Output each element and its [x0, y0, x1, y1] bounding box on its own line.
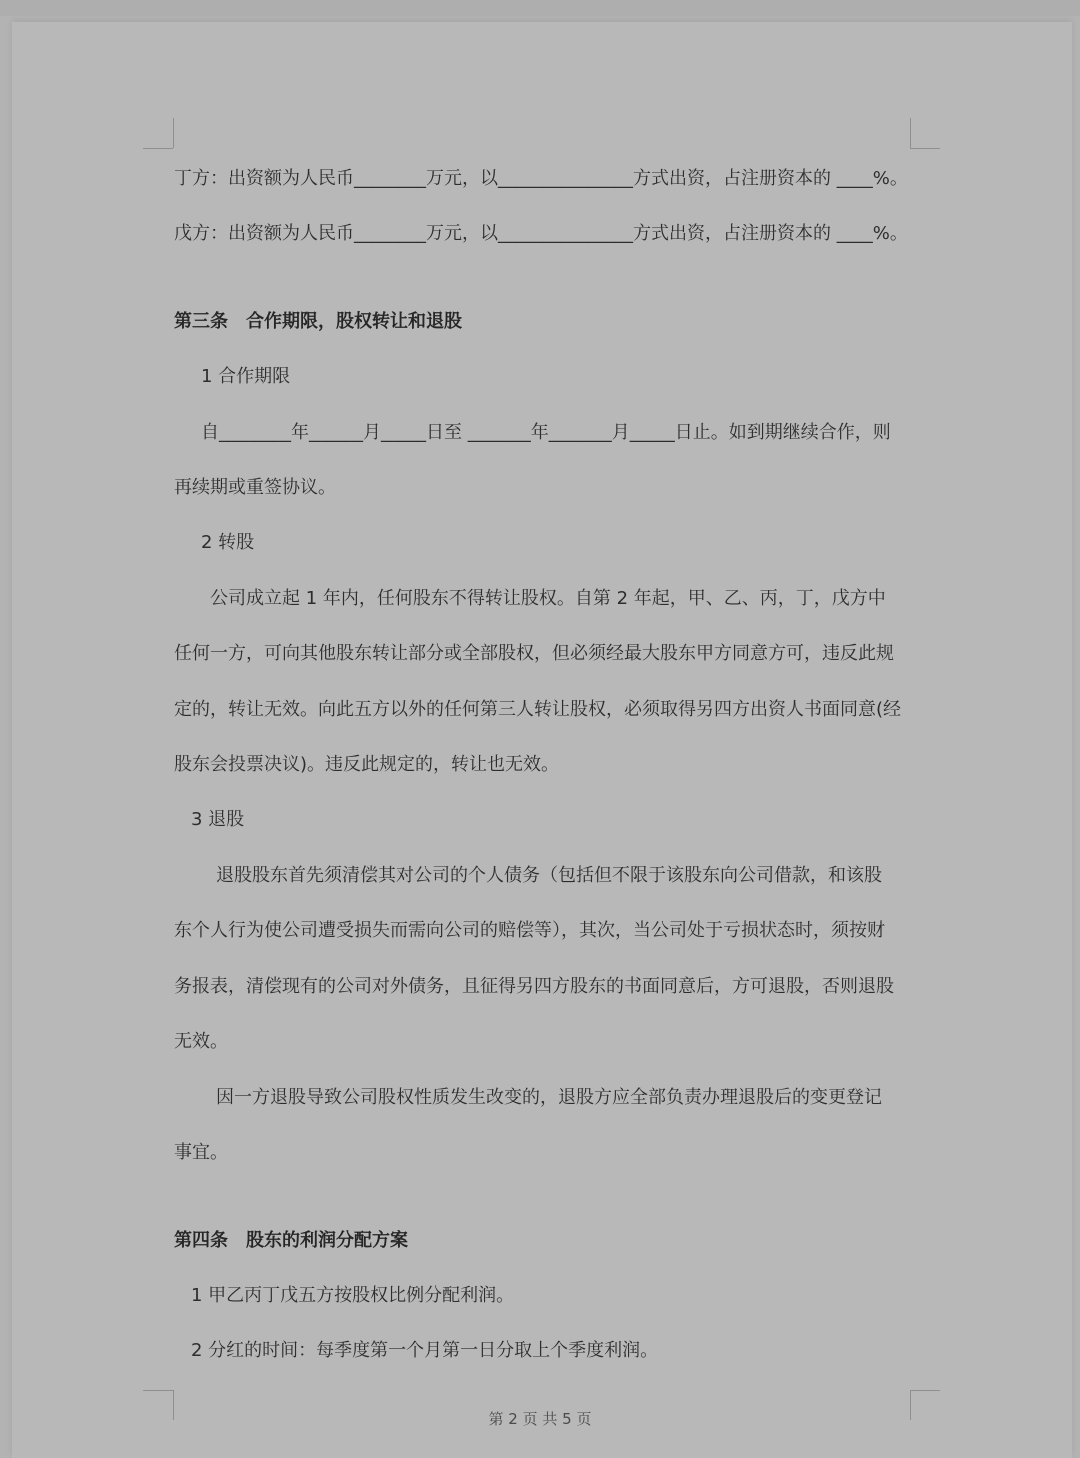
- paragraph-transfer-2: 任何一方，可向其他股东转让部分或全部股权，但必须经最大股东甲方同意方可，违反此规: [174, 643, 894, 664]
- paragraph-transfer-1: 公司成立起 1 年内，任何股东不得转让股权。自第 2 年起，甲、乙、丙，丁，戊方中: [210, 588, 886, 609]
- paragraph-withdrawal-3: 务报表，清偿现有的公司对外债务，且征得另四方股东的书面同意后，方可退股，否则退股: [174, 976, 894, 997]
- section-withdrawal: 3 退股: [191, 809, 245, 830]
- paragraph-term-dates: 自________年______月_____日至 _______年_______月_____日止。如到期继续合作，则: [201, 422, 891, 443]
- paragraph-profit-2: 2 分红的时间：每季度第一个月第一日分取上个季度利润。: [191, 1340, 659, 1361]
- paragraph-term-dates-cont: 再续期或重签协议。: [174, 477, 336, 498]
- crop-mark-top-right-v: [910, 118, 911, 148]
- paragraph-profit-1: 1 甲乙丙丁戊五方按股权比例分配利润。: [191, 1285, 515, 1306]
- paragraph-ding-capital: 丁方：出资额为人民币________万元，以_______________方式出资，占注册资本的 ____%。: [174, 168, 908, 189]
- paragraph-withdrawal-2: 东个人行为使公司遭受损失而需向公司的赔偿等），其次，当公司处于亏损状态时，须按财: [174, 920, 885, 941]
- article-3-heading: 第三条 合作期限，股权转让和退股: [174, 311, 462, 332]
- crop-mark-top-right-h: [910, 148, 940, 149]
- crop-mark-bottom-left-h: [143, 1390, 173, 1391]
- crop-mark-top-left-v: [173, 118, 174, 148]
- section-cooperation-term: 1 合作期限: [201, 366, 291, 387]
- paragraph-transfer-3: 定的，转让无效。向此五方以外的任何第三人转让股权，必须取得另四方出资人书面同意(经: [174, 699, 902, 720]
- window-top-bar: [0, 0, 1080, 16]
- crop-mark-bottom-right-h: [910, 1390, 940, 1391]
- paragraph-withdrawal-4: 无效。: [174, 1031, 228, 1052]
- paragraph-withdrawal-change-1: 因一方退股导致公司股权性质发生改变的，退股方应全部负责办理退股后的变更登记: [216, 1087, 882, 1108]
- page-number-footer: 第 2 页 共 5 页: [488, 1410, 592, 1428]
- paragraph-wu-capital: 戊方：出资额为人民币________万元，以_______________方式出资，占注册资本的 ____%。: [174, 223, 908, 244]
- crop-mark-top-left-h: [143, 148, 173, 149]
- article-4-heading: 第四条 股东的利润分配方案: [174, 1230, 408, 1251]
- paragraph-withdrawal-1: 退股股东首先须清偿其对公司的个人债务（包括但不限于该股东向公司借款，和该股: [216, 865, 882, 886]
- paragraph-withdrawal-change-2: 事宜。: [174, 1142, 228, 1163]
- section-share-transfer: 2 转股: [201, 532, 255, 553]
- paragraph-transfer-4: 股东会投票决议)。违反此规定的，转让也无效。: [174, 754, 560, 775]
